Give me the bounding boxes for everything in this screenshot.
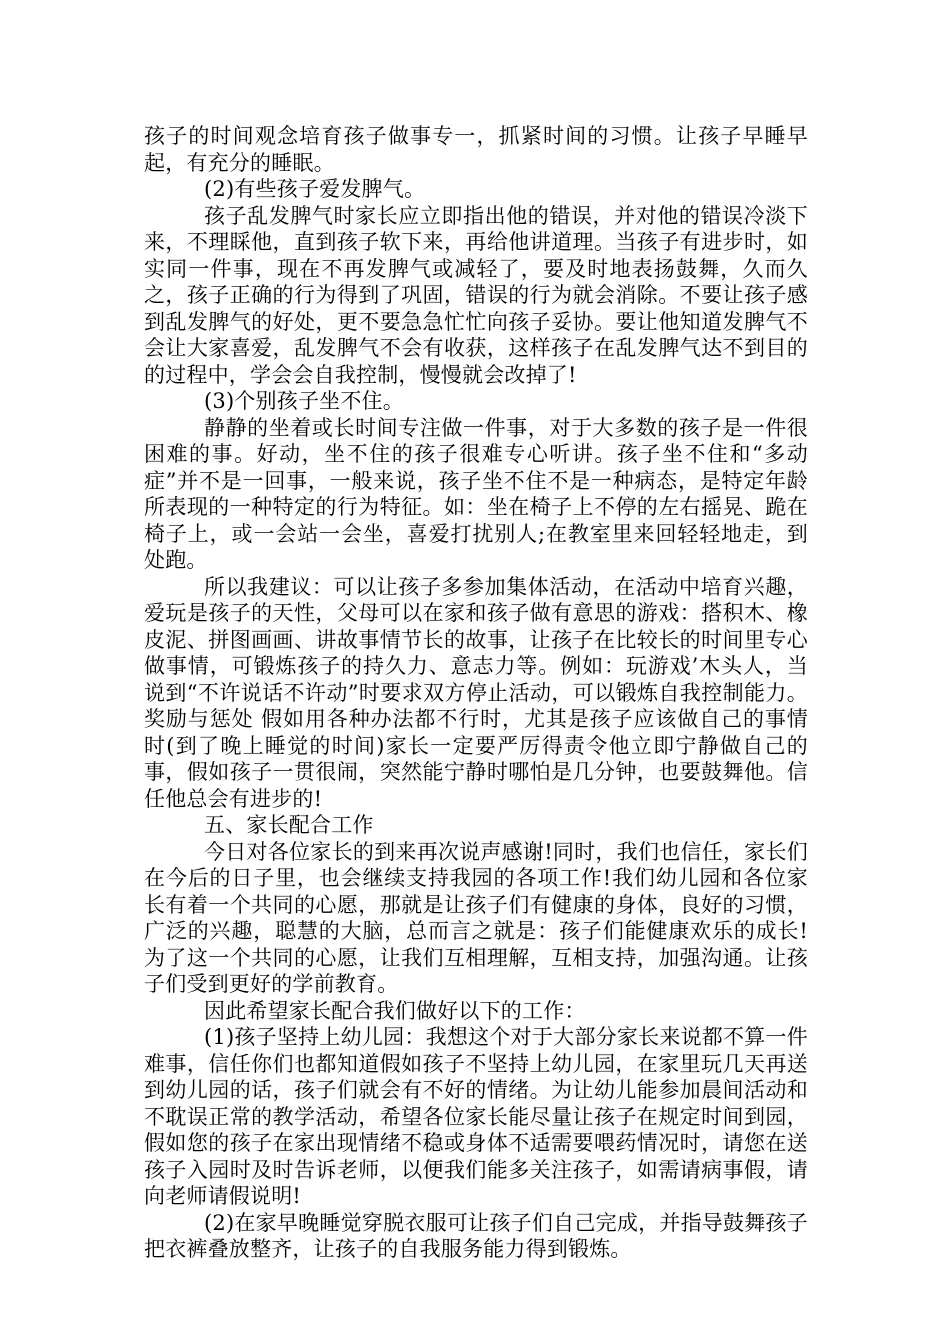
- paragraph-time-habits: 孩子的时间观念培育孩子做事专一，抓紧时间的习惯。让孩子早睡早起，有充分的睡眠。: [144, 124, 808, 175]
- paragraph-suggestion: 所以我建议：可以让孩子多参加集体活动，在活动中培育兴趣，爱玩是孩子的天性，父母可以在家和孩子做有意思的游戏：搭积木、橡皮泥、拼图画画、讲故事情节长的故事，让孩子在比较长的时间里专心做事情，可锻炼孩子的持久力、意志力等。例如：玩游戏’木头人，当说到“不许说话不许动”时要求双方停止活动，可以锻炼自我控制能力。奖励与惩处 假如用各种办法都不行时，尤其是孩子应该做自己的事情时(到了晚上睡觉的时间)家长一定要严厉得责令他立即宁静做自己的事，假如孩子一贯很闹，突然能宁静时哪怕是几分钟，也要鼓舞他。信任他总会有进步的!: [144, 574, 808, 811]
- paragraph-self-care: (2)在家早晚睡觉穿脱衣服可让孩子们自己完成，并指导鼓舞孩子把衣裤叠放整齐，让孩子的自我服务能力得到锻炼。: [144, 1210, 808, 1261]
- paragraph-cooperation-intro: 因此希望家长配合我们做好以下的工作：: [204, 998, 586, 1023]
- paragraph-temper: 孩子乱发脾气时家长应立即指出他的错误，并对他的错误冷淡下来，不理睬他，直到孩子软下来，再给他讲道理。当孩子有进步时，如实同一件事，现在不再发脾气或减轻了，要及时地表扬鼓舞，久而久之，孩子正确的行为得到了巩固，错误的行为就会消除。不要让孩子感到乱发脾气的好处，更不要急急忙忙向孩子妥协。要让他知道发脾气不会让大家喜爱，乱发脾气不会有收获，这样孩子在乱发脾气达不到目的的过程中，学会会自我控制，慢慢就会改掉了!: [144, 203, 808, 387]
- paragraph-thanks: 今日对各位家长的到来再次说声感谢!同时，我们也信任，家长们在今后的日子里，也会继续支持我园的各项工作!我们幼儿园和各位家长有着一个共同的心愿，那就是让孩子们有健康的身体，良好的习惯，广泛的兴趣，聪慧的大脑，总而言之就是：孩子们能健康欢乐的成长!为了这一个共同的心愿，让我们互相理解，互相支持，加强沟通。让孩子们受到更好的学前教育。: [144, 839, 808, 996]
- paragraph-restless: 静静的坐着或长时间专注做一件事，对于大多数的孩子是一件很困难的事。好动，坐不住的孩子很难专心听讲。孩子坐不住和“多动症”并不是一回事，一般来说，孩子坐不住不是一种病态，是特定年龄所表现的一种特定的行为特征。如：坐在椅子上不停的左右摇晃、跪在椅子上，或一会站一会坐，喜爱打扰别人;在教室里来回轻轻地走，到处跑。: [144, 415, 808, 572]
- document-body: [144, 123, 808, 1263]
- paragraph-attendance: (1)孩子坚持上幼儿园：我想这个对于大部分家长来说都不算一件难事，信任你们也都知道假如孩子不坚持上幼儿园，在家里玩几天再送到幼儿园的话，孩子们就会有不好的情绪。为让幼儿能参加晨间活动和不耽误正常的教学活动，希望各位家长能尽量让孩子在规定时间到园，假如您的孩子在家出现情绪不稳或身体不适需要喂药情况时，请您在送孩子入园时及时告诉老师，以便我们能多关注孩子，如需请病事假，请向老师请假说明!: [144, 1025, 808, 1208]
- section-heading-parent-cooperation: 五、家长配合工作: [204, 813, 374, 837]
- heading-restless: (3)个别孩子坐不住。: [204, 389, 404, 413]
- heading-temper: (2)有些孩子爱发脾气。: [204, 177, 426, 201]
